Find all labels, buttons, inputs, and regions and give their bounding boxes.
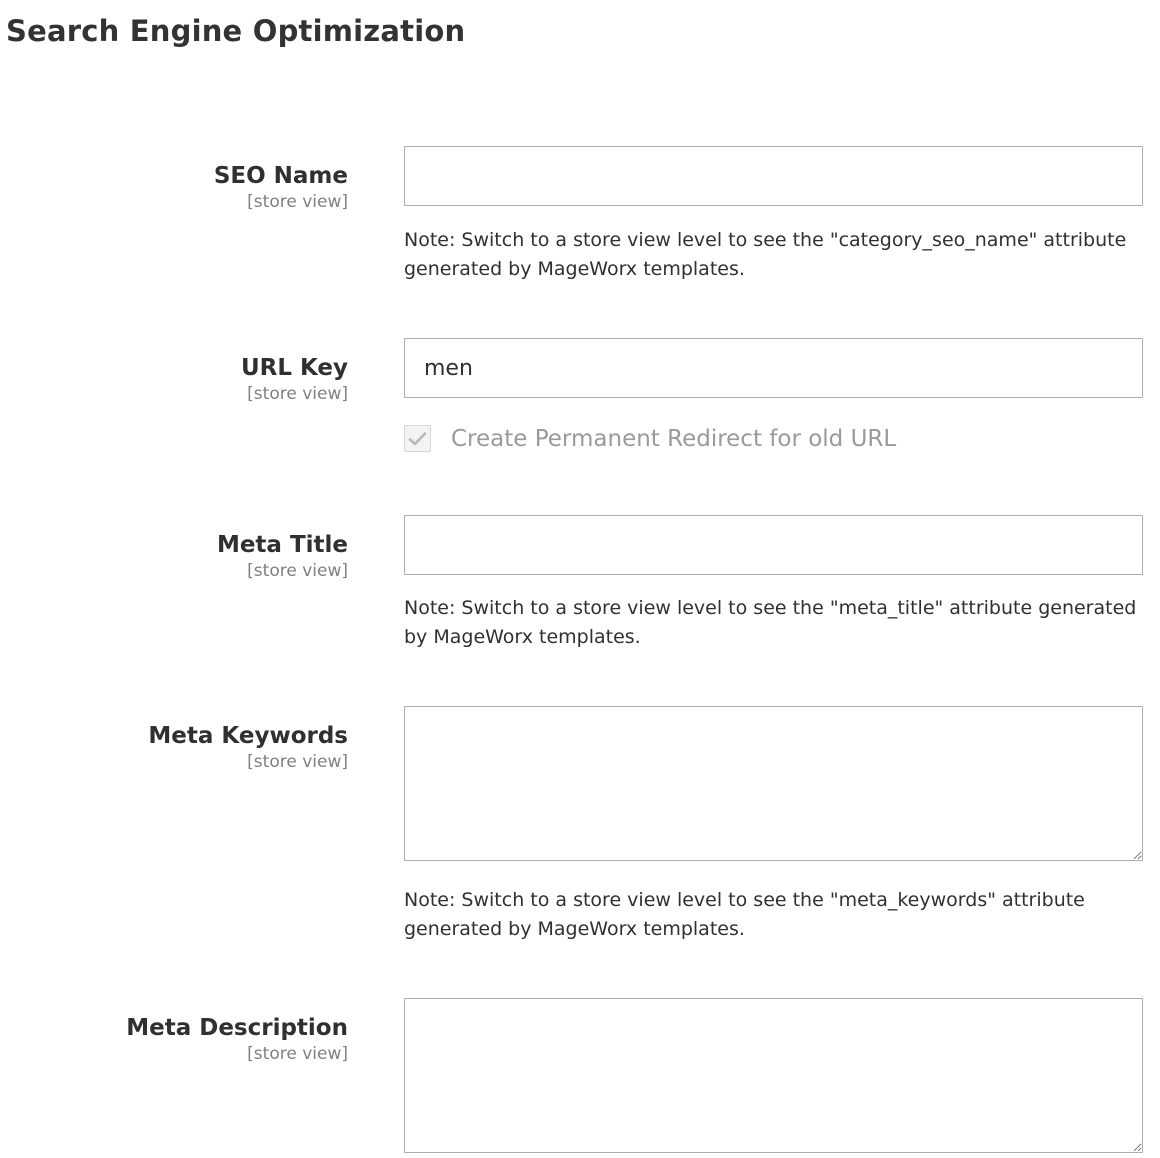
meta-title-label: Meta Title: [216, 532, 348, 558]
meta-description-scope: [store view]: [247, 1044, 348, 1064]
meta-title-note: Note: Switch to a store view level to see the "meta_title" attribute generated by MageWorx templates.: [404, 597, 1137, 648]
meta-title-input[interactable]: [404, 515, 1143, 575]
url-key-scope: [store view]: [247, 384, 348, 404]
meta-keywords-textarea[interactable]: [404, 706, 1143, 861]
meta-description-textarea[interactable]: [404, 998, 1143, 1153]
meta-title-scope: [store view]: [247, 561, 348, 581]
permanent-redirect-option[interactable]: [404, 425, 896, 452]
meta-keywords-label-block: [148, 721, 348, 773]
seo-name-label: SEO Name: [213, 163, 348, 189]
url-key-label-block: [241, 353, 348, 405]
seo-name-note: Note: Switch to a store view level to see the "category_seo_name" attribute generated by MageWorx templates.: [404, 229, 1127, 280]
url-key-label: URL Key: [240, 355, 348, 381]
seo-name-scope: [store view]: [247, 192, 348, 212]
meta-description-label: Meta Description: [126, 1015, 348, 1041]
meta-keywords-scope: [store view]: [247, 752, 348, 772]
meta-keywords-note: Note: Switch to a store view level to see the "meta_keywords" attribute generated by MageWorx templates.: [404, 889, 1085, 940]
permanent-redirect-label: Create Permanent Redirect for old URL: [451, 425, 897, 452]
url-key-input[interactable]: [404, 338, 1143, 398]
meta-description-label-block: [126, 1013, 348, 1065]
permanent-redirect-checkbox[interactable]: [404, 425, 431, 452]
meta-keywords-label: Meta Keywords: [148, 723, 348, 749]
seo-name-label-block: [214, 161, 348, 213]
check-icon: [408, 431, 427, 447]
meta-title-label-block: [217, 530, 348, 582]
seo-name-input[interactable]: [404, 146, 1143, 206]
section-title: Search Engine Optimization: [6, 14, 466, 48]
